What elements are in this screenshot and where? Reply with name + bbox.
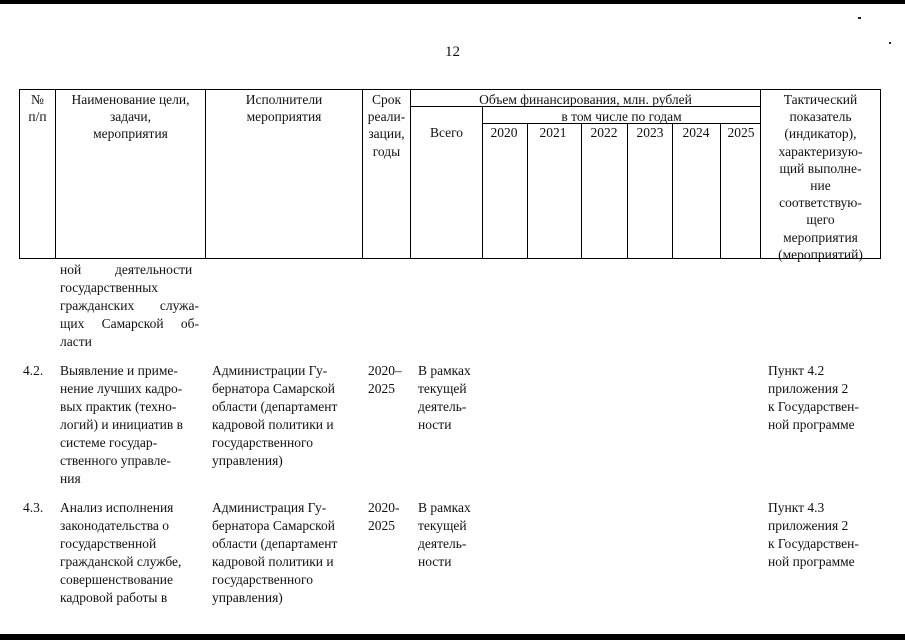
page-number: 12 <box>445 44 460 60</box>
col-border <box>410 89 411 259</box>
header-name: Наименование цели, задачи, мероприятия <box>71 92 190 142</box>
header-year: 2022 <box>590 125 618 140</box>
continuation-line: ласти <box>60 334 92 349</box>
header-year: 2025 <box>727 125 755 140</box>
header-bottom-border <box>19 258 881 259</box>
table-header <box>0 0 905 270</box>
continuation-line: щих Самарской об- <box>60 316 199 331</box>
col-border <box>672 123 673 259</box>
header-year: 2024 <box>682 125 710 140</box>
header-year: 2023 <box>636 125 664 140</box>
scan-bottom-border <box>0 634 905 640</box>
header-num: № п/п <box>28 92 47 125</box>
header-by-years: в том числе по годам <box>561 109 682 124</box>
col-border <box>527 123 528 259</box>
continuation-line: государственных <box>60 280 159 295</box>
continuation-word: деятельности <box>115 262 193 277</box>
header-top-border <box>19 89 881 90</box>
col-border <box>581 123 582 259</box>
header-executors: Исполнители мероприятия <box>245 92 323 125</box>
col-border <box>627 123 628 259</box>
col-border <box>482 106 483 259</box>
continuation-word: ной <box>60 262 82 277</box>
continuation-line: гражданских служа- <box>60 298 199 313</box>
header-total: Всего <box>429 125 464 140</box>
header-indicator: Тактический показатель (индикатор), характеризую- щий выполне- ние соответствую- щего мероприятия (мероприятий) <box>778 92 863 262</box>
col-border <box>880 89 881 259</box>
header-funding-title: Объем финансирования, млн. рублей <box>479 92 692 107</box>
row-num: 4.3. <box>23 500 44 515</box>
col-border <box>720 123 721 259</box>
row-num: 4.2. <box>23 363 44 378</box>
header-term: Срок реали- зации, годы <box>367 92 406 159</box>
header-year: 2020 <box>490 125 518 140</box>
header-year: 2021 <box>539 125 567 140</box>
